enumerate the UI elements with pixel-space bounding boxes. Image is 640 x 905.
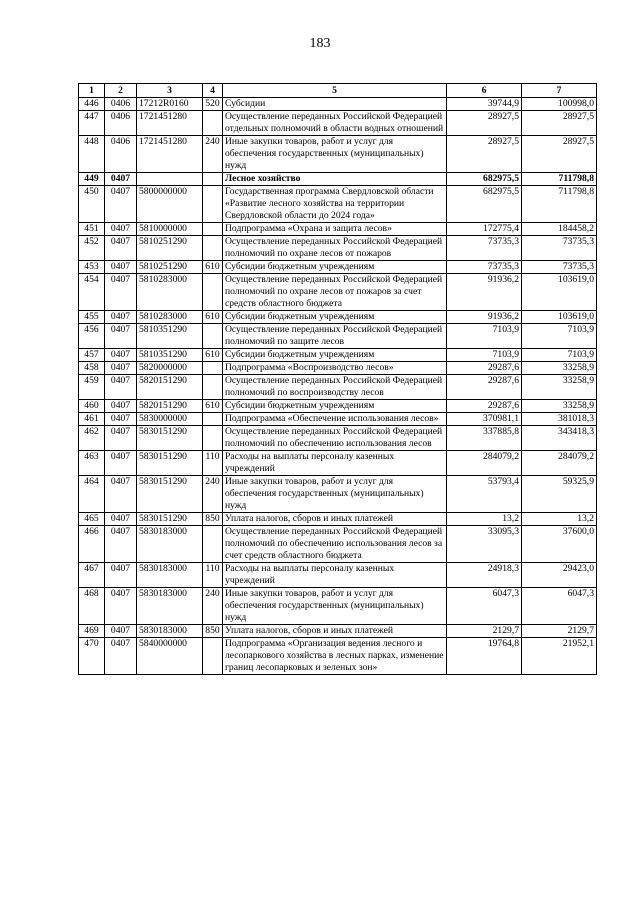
amount-year-1-cell: 39744,9 (447, 98, 522, 111)
description-cell: Осуществление переданных Российской Федерацией полномочий по охране лесов от пожаров (223, 236, 447, 261)
expense-type-cell: 610 (203, 349, 223, 362)
description-cell: Осуществление переданных Российской Федерацией полномочий по обеспечению использования лесов (223, 426, 447, 451)
table-row (79, 274, 597, 311)
section-code-cell: 0407 (105, 588, 137, 625)
description-cell: Подпрограмма «Обеспечение использования лесов» (223, 413, 447, 426)
row-number-cell: 467 (79, 563, 105, 588)
expense-type-cell: 240 (203, 588, 223, 625)
amount-year-1-cell: 284079,2 (447, 451, 522, 476)
description-cell: Субсидии бюджетным учреждениям (223, 349, 447, 362)
expense-type-cell (203, 236, 223, 261)
description-cell: Субсидии (223, 98, 447, 111)
page-number: 183 (309, 36, 331, 51)
amount-year-2-cell: 6047,3 (522, 588, 597, 625)
row-number-cell: 466 (79, 526, 105, 563)
amount-year-2-cell: 381018,3 (522, 413, 597, 426)
description-cell: Подпрограмма «Охрана и защита лесов» (223, 223, 447, 236)
description-cell: Осуществление переданных Российской Федерацией полномочий по обеспечению использования лесов за счет средств областного бюджета (223, 526, 447, 563)
description-cell: Иные закупки товаров, работ и услуг для обеспечения государственных (муниципальных) нужд (223, 136, 447, 173)
description-cell: Лесное хозяйство (223, 173, 447, 186)
target-code-cell: 5830151290 (137, 451, 203, 476)
table-row (79, 476, 597, 513)
amount-year-1-cell: 91936,2 (447, 274, 522, 311)
section-code-cell: 0407 (105, 513, 137, 526)
amount-year-1-cell: 7103,9 (447, 349, 522, 362)
row-number-cell: 453 (79, 261, 105, 274)
section-code-cell: 0407 (105, 476, 137, 513)
row-number-cell: 464 (79, 476, 105, 513)
section-code-cell: 0407 (105, 261, 137, 274)
amount-year-1-cell: 19764,8 (447, 638, 522, 675)
section-code-cell: 0407 (105, 375, 137, 400)
target-code-cell: 5820151290 (137, 375, 203, 400)
description-cell: Осуществление переданных Российской Федерацией полномочий по защите лесов (223, 324, 447, 349)
row-number-cell: 455 (79, 311, 105, 324)
amount-year-1-cell: 172775,4 (447, 223, 522, 236)
row-number-cell: 462 (79, 426, 105, 451)
amount-year-1-cell: 6047,3 (447, 588, 522, 625)
section-code-cell: 0407 (105, 413, 137, 426)
expense-type-cell: 610 (203, 400, 223, 413)
amount-year-1-cell: 682975,5 (447, 186, 522, 223)
row-number-cell: 448 (79, 136, 105, 173)
amount-year-1-cell: 2129,7 (447, 625, 522, 638)
table-row (79, 223, 597, 236)
amount-year-2-cell: 37600,0 (522, 526, 597, 563)
table-row (79, 98, 597, 111)
section-code-cell: 0407 (105, 426, 137, 451)
amount-year-1-cell: 29287,6 (447, 375, 522, 400)
target-code-cell: 5820000000 (137, 362, 203, 375)
target-code-cell: 5810283000 (137, 311, 203, 324)
header-col-6: 6 (447, 84, 522, 98)
section-code-cell: 0406 (105, 98, 137, 111)
target-code-cell: 5810251290 (137, 261, 203, 274)
amount-year-2-cell: 28927,5 (522, 111, 597, 136)
amount-year-2-cell: 73735,3 (522, 261, 597, 274)
amount-year-1-cell: 28927,5 (447, 111, 522, 136)
expense-type-cell (203, 638, 223, 675)
description-cell: Иные закупки товаров, работ и услуг для обеспечения государственных (муниципальных) нужд (223, 588, 447, 625)
expense-type-cell (203, 223, 223, 236)
target-code-cell: 5820151290 (137, 400, 203, 413)
table-row (79, 261, 597, 274)
row-number-cell: 452 (79, 236, 105, 261)
description-cell: Субсидии бюджетным учреждениям (223, 261, 447, 274)
target-code-cell: 1721451280 (137, 136, 203, 173)
section-code-cell: 0407 (105, 362, 137, 375)
table-row (79, 588, 597, 625)
description-cell: Иные закупки товаров, работ и услуг для обеспечения государственных (муниципальных) нужд (223, 476, 447, 513)
table-body (79, 98, 597, 675)
expense-type-cell (203, 413, 223, 426)
expense-type-cell: 850 (203, 625, 223, 638)
description-cell: Подпрограмма «Воспроизводство лесов» (223, 362, 447, 375)
expense-type-cell: 110 (203, 563, 223, 588)
header-col-7: 7 (522, 84, 597, 98)
section-code-cell: 0406 (105, 111, 137, 136)
target-code-cell: 5810000000 (137, 223, 203, 236)
amount-year-1-cell: 24918,3 (447, 563, 522, 588)
amount-year-2-cell: 284079,2 (522, 451, 597, 476)
target-code-cell: 5830183000 (137, 588, 203, 625)
amount-year-2-cell: 343418,3 (522, 426, 597, 451)
table-row (79, 400, 597, 413)
header-col-5: 5 (223, 84, 447, 98)
target-code-cell: 5830183000 (137, 625, 203, 638)
section-code-cell: 0407 (105, 625, 137, 638)
section-code-cell: 0407 (105, 349, 137, 362)
target-code-cell: 5830151290 (137, 513, 203, 526)
amount-year-2-cell: 103619,0 (522, 311, 597, 324)
description-cell: Подпрограмма «Организация ведения лесного и лесопаркового хозяйства в лесных парках, изменение границ лесопарковых и зеленых зон» (223, 638, 447, 675)
description-cell: Осуществление переданных Российской Федерацией отдельных полномочий в области водных отношений (223, 111, 447, 136)
amount-year-2-cell: 103619,0 (522, 274, 597, 311)
description-cell: Осуществление переданных Российской Федерацией полномочий по воспроизводству лесов (223, 375, 447, 400)
row-number-cell: 456 (79, 324, 105, 349)
amount-year-2-cell: 184458,2 (522, 223, 597, 236)
table-row (79, 324, 597, 349)
row-number-cell: 470 (79, 638, 105, 675)
amount-year-2-cell: 711798,8 (522, 173, 597, 186)
expense-type-cell (203, 173, 223, 186)
amount-year-2-cell: 100998,0 (522, 98, 597, 111)
target-code-cell: 5800000000 (137, 186, 203, 223)
header-col-1: 1 (79, 84, 105, 98)
row-number-cell: 458 (79, 362, 105, 375)
amount-year-2-cell: 2129,7 (522, 625, 597, 638)
amount-year-2-cell: 73735,3 (522, 236, 597, 261)
target-code-cell: 1721451280 (137, 111, 203, 136)
row-number-cell: 469 (79, 625, 105, 638)
section-code-cell: 0407 (105, 563, 137, 588)
expense-type-cell: 240 (203, 136, 223, 173)
amount-year-1-cell: 53793,4 (447, 476, 522, 513)
expense-type-cell: 610 (203, 311, 223, 324)
amount-year-1-cell: 91936,2 (447, 311, 522, 324)
expense-type-cell (203, 324, 223, 349)
section-code-cell: 0407 (105, 324, 137, 349)
target-code-cell: 5810283000 (137, 274, 203, 311)
target-code-cell: 17212R0160 (137, 98, 203, 111)
expense-type-cell: 610 (203, 261, 223, 274)
table-row (79, 563, 597, 588)
amount-year-1-cell: 370981,1 (447, 413, 522, 426)
amount-year-2-cell: 7103,9 (522, 324, 597, 349)
target-code-cell: 5830151290 (137, 476, 203, 513)
row-number-cell: 450 (79, 186, 105, 223)
table-row (79, 111, 597, 136)
expense-type-cell (203, 426, 223, 451)
table-row (79, 173, 597, 186)
section-code-cell: 0407 (105, 526, 137, 563)
amount-year-1-cell: 28927,5 (447, 136, 522, 173)
table-row (79, 413, 597, 426)
section-code-cell: 0407 (105, 311, 137, 324)
table-row (79, 375, 597, 400)
target-code-cell: 5830151290 (137, 426, 203, 451)
row-number-cell: 463 (79, 451, 105, 476)
target-code-cell: 5810351290 (137, 349, 203, 362)
header-col-2: 2 (105, 84, 137, 98)
amount-year-2-cell: 711798,8 (522, 186, 597, 223)
expense-type-cell (203, 526, 223, 563)
expense-type-cell: 240 (203, 476, 223, 513)
amount-year-2-cell: 33258,9 (522, 400, 597, 413)
table-row (79, 426, 597, 451)
amount-year-1-cell: 29287,6 (447, 362, 522, 375)
table-row (79, 349, 597, 362)
amount-year-1-cell: 73735,3 (447, 261, 522, 274)
description-cell: Уплата налогов, сборов и иных платежей (223, 625, 447, 638)
amount-year-1-cell: 13,2 (447, 513, 522, 526)
amount-year-1-cell: 73735,3 (447, 236, 522, 261)
table-row (79, 136, 597, 173)
table-row (79, 526, 597, 563)
row-number-cell: 460 (79, 400, 105, 413)
amount-year-2-cell: 59325,9 (522, 476, 597, 513)
amount-year-1-cell: 7103,9 (447, 324, 522, 349)
header-col-3: 3 (137, 84, 203, 98)
section-code-cell: 0407 (105, 400, 137, 413)
row-number-cell: 461 (79, 413, 105, 426)
section-code-cell: 0406 (105, 136, 137, 173)
description-cell: Субсидии бюджетным учреждениям (223, 311, 447, 324)
amount-year-1-cell: 337885,8 (447, 426, 522, 451)
description-cell: Государственная программа Свердловской области «Развитие лесного хозяйства на территории Свердловской области до 2024 года» (223, 186, 447, 223)
row-number-cell: 446 (79, 98, 105, 111)
row-number-cell: 447 (79, 111, 105, 136)
expense-type-cell (203, 274, 223, 311)
row-number-cell: 465 (79, 513, 105, 526)
table-row (79, 513, 597, 526)
section-code-cell: 0407 (105, 274, 137, 311)
target-code-cell: 5810351290 (137, 324, 203, 349)
description-cell: Расходы на выплаты персоналу казенных учреждений (223, 563, 447, 588)
target-code-cell: 5840000000 (137, 638, 203, 675)
description-cell: Осуществление переданных Российской Федерацией полномочий по охране лесов от пожаров за счет средств областного бюджета (223, 274, 447, 311)
section-code-cell: 0407 (105, 236, 137, 261)
expense-type-cell (203, 111, 223, 136)
target-code-cell: 5830183000 (137, 563, 203, 588)
amount-year-2-cell: 28927,5 (522, 136, 597, 173)
amount-year-2-cell: 13,2 (522, 513, 597, 526)
table-header-row (79, 84, 597, 98)
target-code-cell: 5830183000 (137, 526, 203, 563)
table-row (79, 451, 597, 476)
row-number-cell: 449 (79, 173, 105, 186)
target-code-cell (137, 173, 203, 186)
row-number-cell: 459 (79, 375, 105, 400)
table-row (79, 311, 597, 324)
target-code-cell: 5830000000 (137, 413, 203, 426)
header-col-4: 4 (203, 84, 223, 98)
table-row (79, 236, 597, 261)
table-row (79, 625, 597, 638)
section-code-cell: 0407 (105, 223, 137, 236)
section-code-cell: 0407 (105, 173, 137, 186)
amount-year-2-cell: 29423,0 (522, 563, 597, 588)
amount-year-2-cell: 33258,9 (522, 375, 597, 400)
amount-year-1-cell: 682975,5 (447, 173, 522, 186)
expense-type-cell: 110 (203, 451, 223, 476)
amount-year-1-cell: 29287,6 (447, 400, 522, 413)
amount-year-1-cell: 33095,3 (447, 526, 522, 563)
expense-type-cell (203, 375, 223, 400)
section-code-cell: 0407 (105, 638, 137, 675)
description-cell: Расходы на выплаты персоналу казенных учреждений (223, 451, 447, 476)
amount-year-2-cell: 33258,9 (522, 362, 597, 375)
expense-type-cell (203, 186, 223, 223)
row-number-cell: 451 (79, 223, 105, 236)
row-number-cell: 457 (79, 349, 105, 362)
description-cell: Субсидии бюджетным учреждениям (223, 400, 447, 413)
budget-table (78, 83, 597, 675)
expense-type-cell (203, 362, 223, 375)
table-row (79, 638, 597, 675)
expense-type-cell: 850 (203, 513, 223, 526)
target-code-cell: 5810251290 (137, 236, 203, 261)
description-cell: Уплата налогов, сборов и иных платежей (223, 513, 447, 526)
section-code-cell: 0407 (105, 186, 137, 223)
row-number-cell: 468 (79, 588, 105, 625)
table-row (79, 362, 597, 375)
section-code-cell: 0407 (105, 451, 137, 476)
amount-year-2-cell: 7103,9 (522, 349, 597, 362)
expense-type-cell: 520 (203, 98, 223, 111)
row-number-cell: 454 (79, 274, 105, 311)
amount-year-2-cell: 21952,1 (522, 638, 597, 675)
table-row (79, 186, 597, 223)
